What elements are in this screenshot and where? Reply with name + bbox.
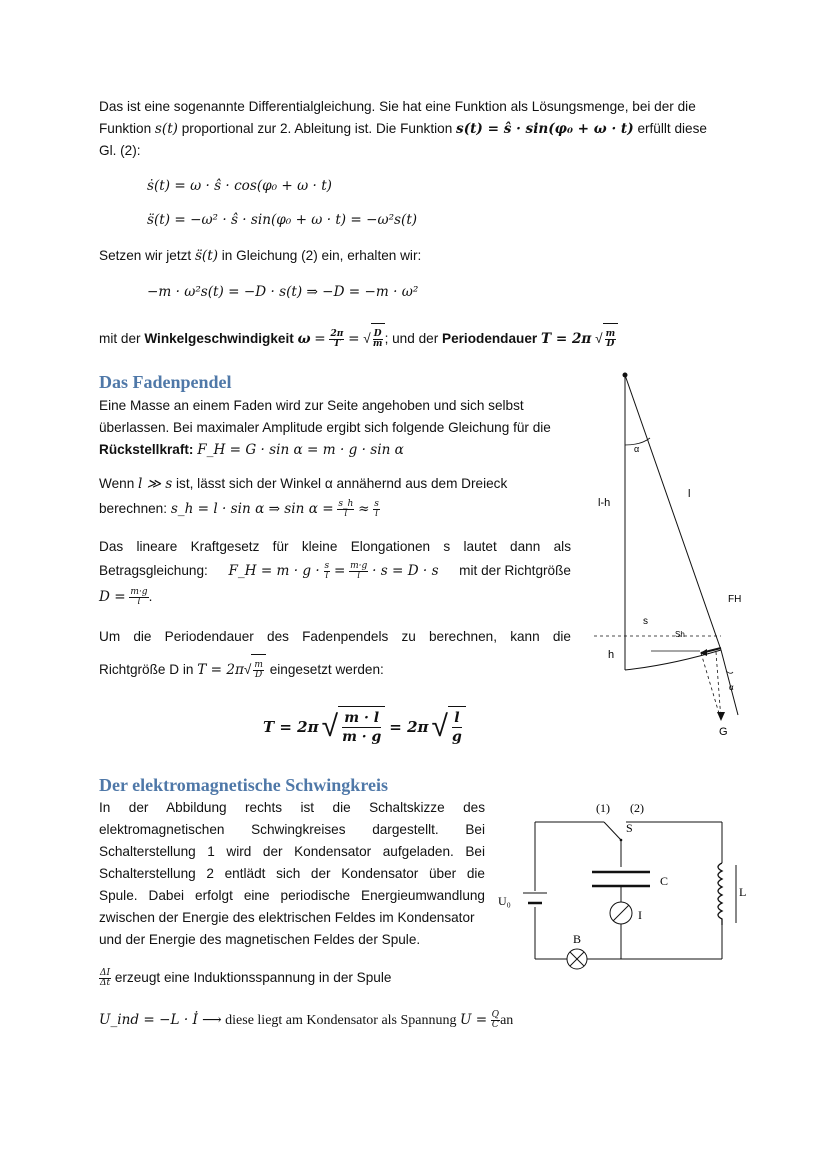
den: l xyxy=(375,508,378,519)
switch-lever xyxy=(604,822,621,840)
sqrt-m-D: √ $\frac{m}{D}$ xyxy=(244,662,266,677)
equation-second-derivative: s̈(t) = −ω² · ŝ · sin(φ₀ + ω · t) = −ω²s(t) xyxy=(147,212,418,228)
den: D xyxy=(606,338,615,349)
g-dashed-line xyxy=(716,652,721,720)
g-dashed-line-2 xyxy=(701,653,721,720)
text: mit der Richtgröße xyxy=(459,563,571,578)
sk-l1: In der Abbildung rechts ist die Schaltskizze des xyxy=(99,800,485,815)
label-s: s xyxy=(643,616,648,627)
circuit-diagram xyxy=(495,795,755,980)
equation-first-derivative: ṡ(t) = ω · ŝ · cos(φ₀ + ω · t) xyxy=(147,178,332,194)
omega-line xyxy=(99,323,618,354)
fraction-l-g xyxy=(452,709,462,746)
num: m · l xyxy=(342,709,381,728)
text: Funktion xyxy=(99,121,152,136)
big-period-equation xyxy=(263,706,466,748)
math-var: s̈(t) xyxy=(194,248,218,264)
den: C xyxy=(491,1020,499,1031)
label-alpha-bottom: α xyxy=(729,683,734,692)
math: ≈ xyxy=(358,501,370,517)
den: D xyxy=(255,669,263,680)
math-eq: = xyxy=(348,331,360,347)
label-current: I xyxy=(638,908,642,922)
num: Q xyxy=(491,1010,500,1021)
text: Betragsgleichung: xyxy=(99,563,208,578)
math: U = xyxy=(460,1012,488,1028)
num: s xyxy=(324,560,330,571)
num: m·g xyxy=(130,586,148,597)
string-line xyxy=(625,375,721,650)
text: erfüllt diese xyxy=(637,121,707,136)
fp-p3-l1: Das lineare Kraftgesetz für kleine Elongationen s lautet dann als xyxy=(99,539,571,554)
text: . xyxy=(148,589,153,604)
text: in Gleichung (2) ein, erhalten wir: xyxy=(221,248,422,263)
fraction-ml-mg xyxy=(342,709,381,746)
math: · s = D · s xyxy=(372,563,439,579)
math-omega: ω xyxy=(297,331,311,347)
den: l xyxy=(357,570,361,581)
pendulum-diagram xyxy=(576,365,776,745)
equation-third: −m · ω²s(t) = −D · s(t) ⇒ −D = −m · ω² xyxy=(147,284,419,300)
math: s_h = l · sin α ⇒ sin α = xyxy=(170,501,334,517)
sk-l7: und der Energie des magnetischen Feldes der Spule. xyxy=(99,932,421,947)
math-group xyxy=(228,558,438,584)
fraction-Q-C xyxy=(491,1011,500,1030)
text: Wenn xyxy=(99,476,135,491)
insert-text xyxy=(99,245,421,267)
text: proportional zur 2. Ableitung ist. Die Funktion xyxy=(181,121,453,136)
sqrt-body xyxy=(338,706,385,748)
induction-line xyxy=(99,963,391,993)
sk-l5: Spule. Dabei erfolgt eine periodische Energieumwandlung xyxy=(99,888,485,903)
label-pos1: (1) xyxy=(596,801,610,815)
text: ; und der xyxy=(384,331,439,346)
den: m · g xyxy=(342,729,382,745)
fraction-2pi-T xyxy=(329,330,344,349)
heading-schwingkreis: Der elektromagnetische Schwingkreis xyxy=(99,775,388,795)
math-s-t: s(t) xyxy=(154,121,178,137)
fraction-sh-l xyxy=(337,500,354,519)
label-capacitor: C xyxy=(660,874,669,888)
num: ΔI xyxy=(100,967,111,978)
text: an xyxy=(500,1013,514,1028)
num: D xyxy=(373,328,382,339)
sqrt-sign: √ xyxy=(431,710,448,743)
sk-l2: elektromagnetischen Schwingkreises dargestellt. Bei xyxy=(99,822,485,837)
text: ist, lässt sich der Winkel α annähernd aus dem Dreieck xyxy=(176,476,508,491)
math-T: T = 2π xyxy=(540,331,592,347)
label-alpha-top: α xyxy=(634,444,640,454)
fp-p1-l2: überlassen. Bei maximaler Amplitude ergibt sich folgende Gleichung für die xyxy=(99,420,551,435)
math: U_ind = −L · İ ⟶ xyxy=(99,1012,222,1028)
fraction-s-l xyxy=(373,500,380,519)
den: l xyxy=(137,596,141,607)
text-bold: Winkelgeschwindigkeit xyxy=(144,331,294,346)
num: s xyxy=(374,498,379,509)
label-inductor: L xyxy=(739,885,747,899)
math: F_H = m · g · xyxy=(228,563,320,579)
ammeter-needle xyxy=(613,905,629,921)
text: berechnen: xyxy=(99,501,168,516)
den: m xyxy=(372,338,383,349)
label-h: h xyxy=(608,649,615,661)
num: 2π xyxy=(330,328,344,339)
label-switch: S xyxy=(626,821,633,835)
label-l-minus-h: l-h xyxy=(598,497,611,509)
math: D = xyxy=(99,589,126,605)
label-g: G xyxy=(719,726,728,738)
sqrt-D-m: √ $\frac{D}{m}$ xyxy=(363,331,384,346)
fraction-mg-l xyxy=(349,562,368,581)
text: erzeugt eine Induktionsspannung in der Spule xyxy=(114,970,392,985)
fp-p1-l1: Eine Masse an einem Faden wird zur Seite angehoben und sich selbst xyxy=(99,398,524,413)
text: Setzen wir jetzt xyxy=(99,248,192,263)
label-fh: FH xyxy=(728,594,742,605)
sqrt-sign: √ xyxy=(321,710,339,743)
fp-p3-l2 xyxy=(99,558,571,584)
fraction-m-D xyxy=(605,330,617,349)
fraction-s-l xyxy=(324,562,331,581)
math: T = 2π xyxy=(197,662,244,678)
den: l xyxy=(344,508,348,519)
num: l xyxy=(452,709,462,728)
fp-p2-l1 xyxy=(99,473,571,495)
den: T xyxy=(333,338,341,349)
fraction-m-D xyxy=(253,661,264,680)
intro-line-1: Das ist eine sogenannte Differentialgleichung. Sie hat eine Funktion als Lösungsmenge, bei der die xyxy=(99,99,696,114)
math-cond: l ≫ s xyxy=(138,476,173,492)
math-fh: F_H = G · sin α = m · g · sin α xyxy=(197,442,404,458)
fraction-mg-l xyxy=(129,588,148,607)
text: eingesetzt werden: xyxy=(269,662,384,677)
sqrt-m-D: √ $\frac{m}{D}$ xyxy=(595,331,618,346)
intro-line-3: Gl. (2): xyxy=(99,143,141,158)
num: m xyxy=(254,659,263,670)
sk-l6: zwischen der Energie des elektrischen Feldes im Kondensator xyxy=(99,910,475,925)
text-bold: Periodendauer xyxy=(442,331,538,346)
label-sh: Sh xyxy=(675,630,685,639)
inductor-coil xyxy=(718,863,722,925)
num: m xyxy=(605,328,616,339)
fp-p3-l3 xyxy=(99,584,152,610)
fraction-dI-dt xyxy=(99,969,111,988)
num: m·g xyxy=(350,560,368,571)
math: T = 2π xyxy=(263,718,319,736)
num: s_h xyxy=(338,498,354,509)
sk-l4: Schalterstellung 2 entlädt sich der Kondensator über die xyxy=(99,866,485,881)
fp-p4-l2 xyxy=(99,654,384,685)
den: g xyxy=(451,729,462,745)
text: Richtgröße D in xyxy=(99,662,194,677)
label-voltage: U₀ xyxy=(498,894,511,908)
fp-p1-l3 xyxy=(99,439,404,461)
label-pos2: (2) xyxy=(630,801,644,815)
math-eq: = xyxy=(314,331,326,347)
uind-line xyxy=(99,1005,513,1036)
label-bulb: B xyxy=(573,932,582,946)
fp-p4-l1: Um die Periodendauer des Fadenpendels zu berechnen, kann die xyxy=(99,629,571,644)
text: mit der xyxy=(99,331,141,346)
fraction-D-m xyxy=(373,330,383,349)
text-bold: Rückstellkraft: xyxy=(99,442,194,457)
intro-line-2 xyxy=(99,118,739,140)
fp-p2-l2 xyxy=(99,496,380,522)
g-arrowhead xyxy=(717,712,725,721)
math: = 2π xyxy=(389,718,429,736)
heading-fadenpendel: Das Fadenpendel xyxy=(99,372,232,392)
sk-l3: Schalterstellung 1 wird der Kondensator aufgeladen. Bei xyxy=(99,844,485,859)
sqrt-body xyxy=(448,706,466,748)
math-solution: s(t) = ŝ · sin(φ₀ + ω · t) xyxy=(456,121,634,137)
den: l xyxy=(325,570,329,581)
pivot-point xyxy=(623,373,628,378)
den: Δt xyxy=(99,977,111,988)
math: = xyxy=(333,563,346,579)
text: diese liegt am Kondensator als Spannung xyxy=(225,1013,457,1028)
label-l: l xyxy=(688,488,691,500)
